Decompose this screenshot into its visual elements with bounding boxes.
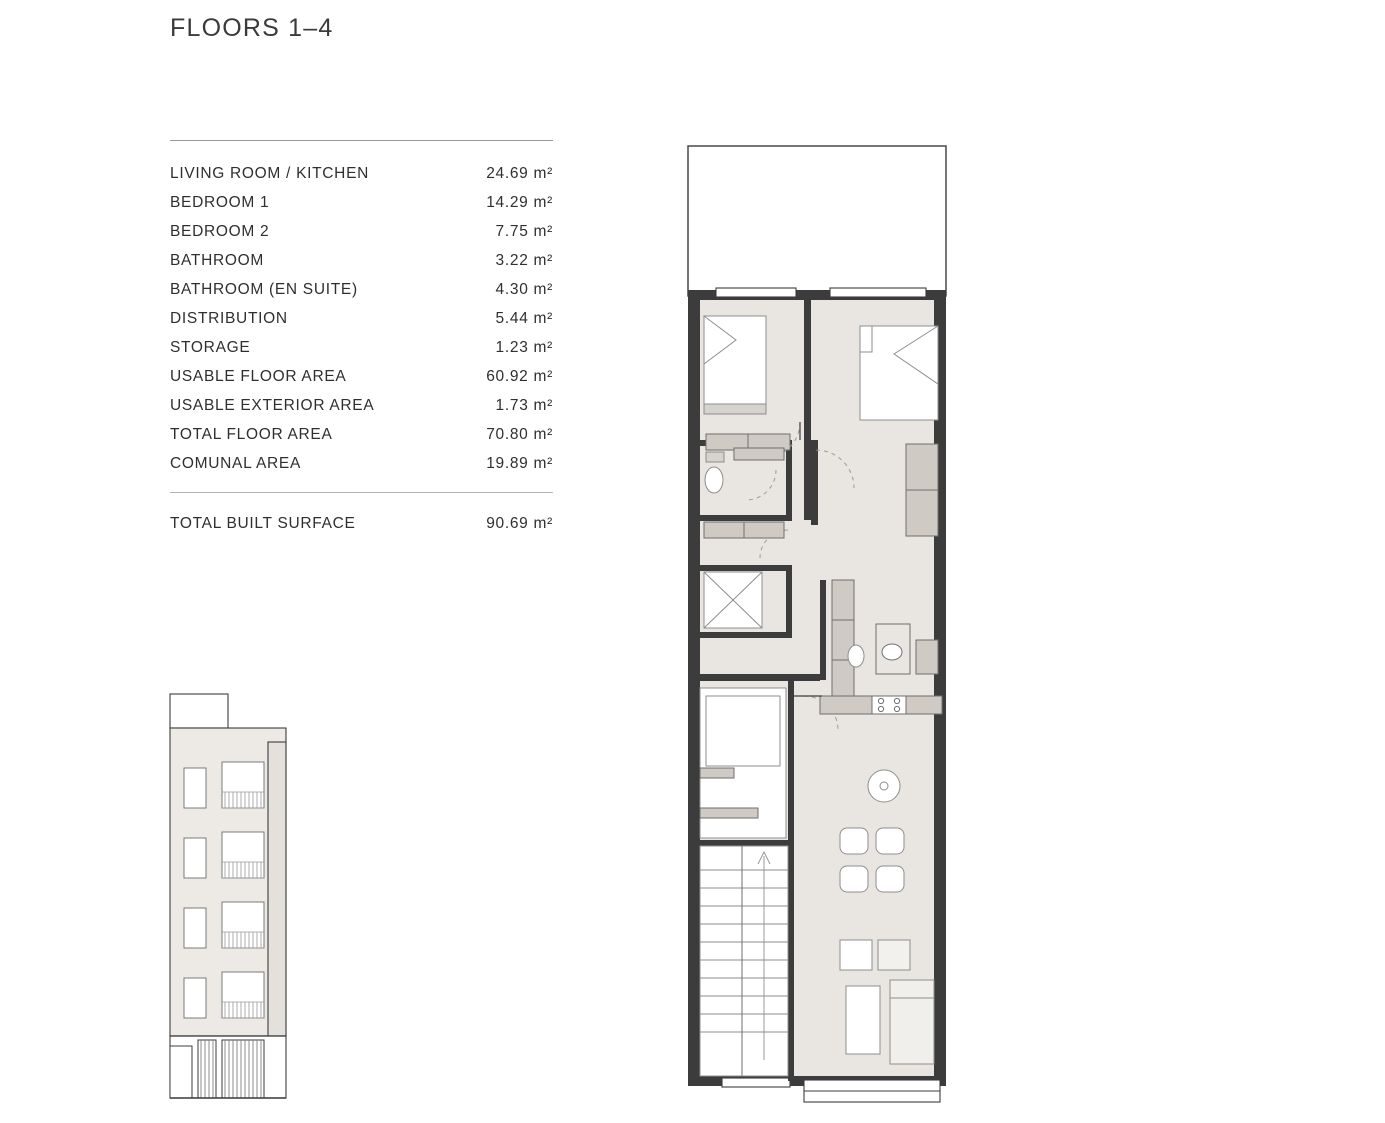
row-value: 7.75 m² bbox=[495, 223, 553, 240]
table-row bbox=[170, 449, 553, 478]
page-title: FLOORS 1–4 bbox=[170, 14, 334, 42]
row-label: TOTAL FLOOR AREA bbox=[170, 426, 333, 443]
total-value: 90.69 m² bbox=[486, 515, 553, 532]
row-label: LIVING ROOM / KITCHEN bbox=[170, 165, 369, 182]
terrace-outline bbox=[688, 146, 946, 296]
row-label: USABLE FLOOR AREA bbox=[170, 368, 347, 385]
row-value: 4.30 m² bbox=[495, 281, 553, 298]
row-value: 14.29 m² bbox=[486, 194, 553, 211]
row-label: BEDROOM 1 bbox=[170, 194, 270, 211]
table-row bbox=[170, 391, 553, 420]
row-value: 5.44 m² bbox=[495, 310, 553, 327]
building-elevation-thumbnail bbox=[168, 690, 308, 1115]
table-row bbox=[170, 362, 553, 391]
schedule-rows bbox=[170, 141, 553, 492]
row-label: BEDROOM 2 bbox=[170, 223, 270, 240]
row-label: BATHROOM (EN SUITE) bbox=[170, 281, 358, 298]
table-row bbox=[170, 304, 553, 333]
row-label: COMUNAL AREA bbox=[170, 455, 301, 472]
table-row bbox=[170, 333, 553, 362]
row-value: 60.92 m² bbox=[486, 368, 553, 385]
row-value: 24.69 m² bbox=[486, 165, 553, 182]
table-row bbox=[170, 217, 553, 246]
area-schedule bbox=[170, 140, 553, 533]
row-label: USABLE EXTERIOR AREA bbox=[170, 397, 375, 414]
row-label: BATHROOM bbox=[170, 252, 265, 269]
row-value: 1.73 m² bbox=[495, 397, 553, 414]
total-label: TOTAL BUILT SURFACE bbox=[170, 515, 356, 532]
total-built-surface-row bbox=[170, 493, 553, 533]
table-row bbox=[170, 246, 553, 275]
row-label: STORAGE bbox=[170, 339, 251, 356]
row-label: DISTRIBUTION bbox=[170, 310, 288, 327]
row-value: 1.23 m² bbox=[495, 339, 553, 356]
apartment-floor-plan bbox=[680, 140, 970, 1115]
row-value: 70.80 m² bbox=[486, 426, 553, 443]
table-row bbox=[170, 188, 553, 217]
row-value: 19.89 m² bbox=[486, 455, 553, 472]
table-row bbox=[170, 420, 553, 449]
table-row bbox=[170, 275, 553, 304]
table-row bbox=[170, 159, 553, 188]
row-value: 3.22 m² bbox=[495, 252, 553, 269]
